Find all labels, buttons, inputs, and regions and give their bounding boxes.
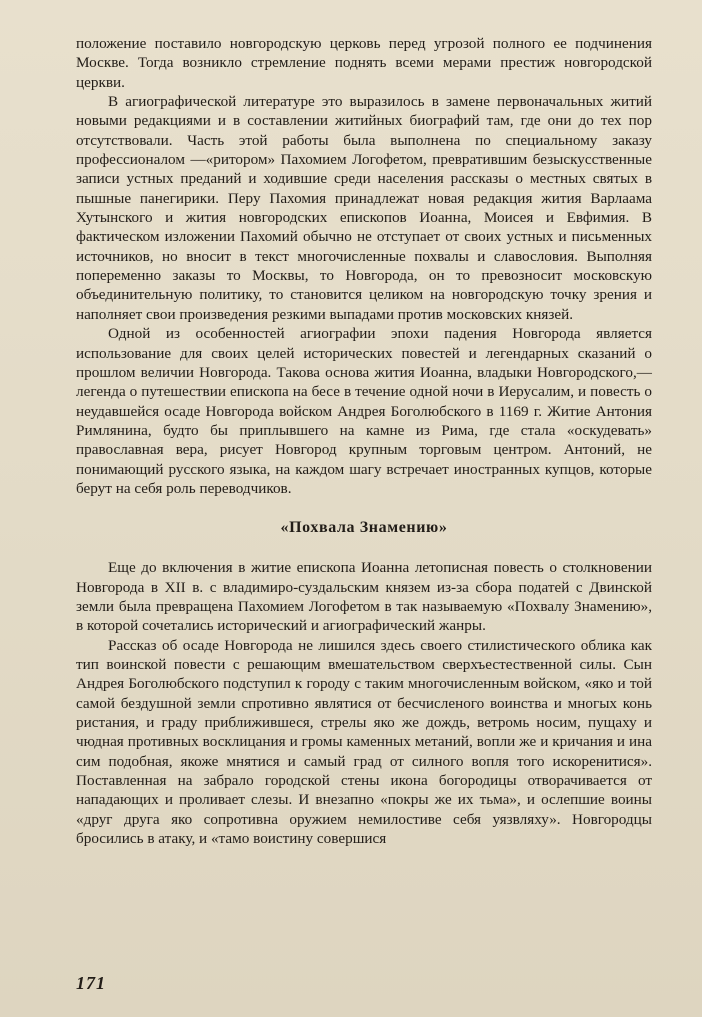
- section-heading-wrap: [76, 498, 652, 558]
- paragraph-continued: положение поставило новгородскую церковь перед угрозой полного ее подчинения Москве. Тогда возникло стремление поднять всеми мерами престиж новгородской церкви.: [76, 35, 652, 91]
- page-number: 171: [76, 973, 106, 993]
- section-heading: «Похвала Знамению»: [280, 519, 448, 537]
- paragraph-praise: Еще до включения в житие епископа Иоанна летописная повесть о столкновении Новгорода в XII в. с владимиро-суздальским князем из-за сбора податей с Двинской земли была превращена Пахомием Логофетом в так называемую «Похвалу Знамению», в которой сочетались исторический и агиографический жанры.: [76, 559, 652, 635]
- paragraph-agiography: В агиографической литературе это выразилось в замене первоначальных житий новыми редакциями и в составлении житийных биографий там, где они до тех пор отсутствовали. Часть этой работы была выполнена по специальному заказу профессионалом —«ритором» Пахомием Логофетом, превратившим безыскусственные записи устных преданий и ходившие среди населения рассказы о местных святых в пышные панегирики. Перу Пахомия принадлежат новая редакция жития Варлаама Хутынского и жития новгородских епископов Иоанна, Моисея и Евфимия. В фактическом изложении Пахомий обычно не отступает от своих устных и письменных источников, но вносит в текст многочисленные похвалы и славословия. Выполняя попеременно заказы то Москвы, то Новгорода, он то превозносит московскую объединительную политику, то становится целиком на новгородскую точку зрения и наполняет свои произведения резкими выпадами против московских князей.: [76, 93, 652, 323]
- paragraph-siege: Рассказ об осаде Новгорода не лишился здесь своего стилистического облика как тип воинской повести с решающим вмешательством сверхъестественной силы. Сын Андрея Боголюбского подступил к городу с таким многочисленным войском, «яко и той самой бездушной земли спротивно являтися от бесчисленого воинства и многых конь ристания, и граду приближившеся, стрелы яко же дождь, ветромь носим, пущаху и чюдная противных восклицания и громы каменных метаний, вопли же и кричания и ина сим подобная, якоже мнятися и самый град от силного вопля того искоренитися». Поставленная на забрало городской стены икона богородицы отворачивается от нападающих и проливает слезы. И внезапно «покры же их тьма», и ослепшие воины «друг друга яко сопротивна оружием немилостиве себя уязвляху». Новгородцы бросились в атаку, и «тамо воистину совершися: [76, 636, 652, 848]
- text-column: [76, 34, 652, 848]
- paragraph-features: Одной из особенностей агиографии эпохи падения Новгорода является использование для своих целей исторических повестей и легендарных сказаний о прошлом величии Новгорода. Такова основа жития Иоанна, владыки Новгородского,—легенда о путешествии епископа на бесе в течение одной ночи в Иерусалим, и повесть о неудавшейся осаде Новгорода войском Андрея Боголюбского в 1169 г. Житие Антония Римлянина, будто бы приплывшего на камне из Рима, где стала «оскудевать» православная вера, рисует Новгород крупным торговым центром. Антоний, не понимающий русского языка, на каждом шагу встречает иностранных купцов, которые берут на себя роль переводчиков.: [76, 325, 652, 497]
